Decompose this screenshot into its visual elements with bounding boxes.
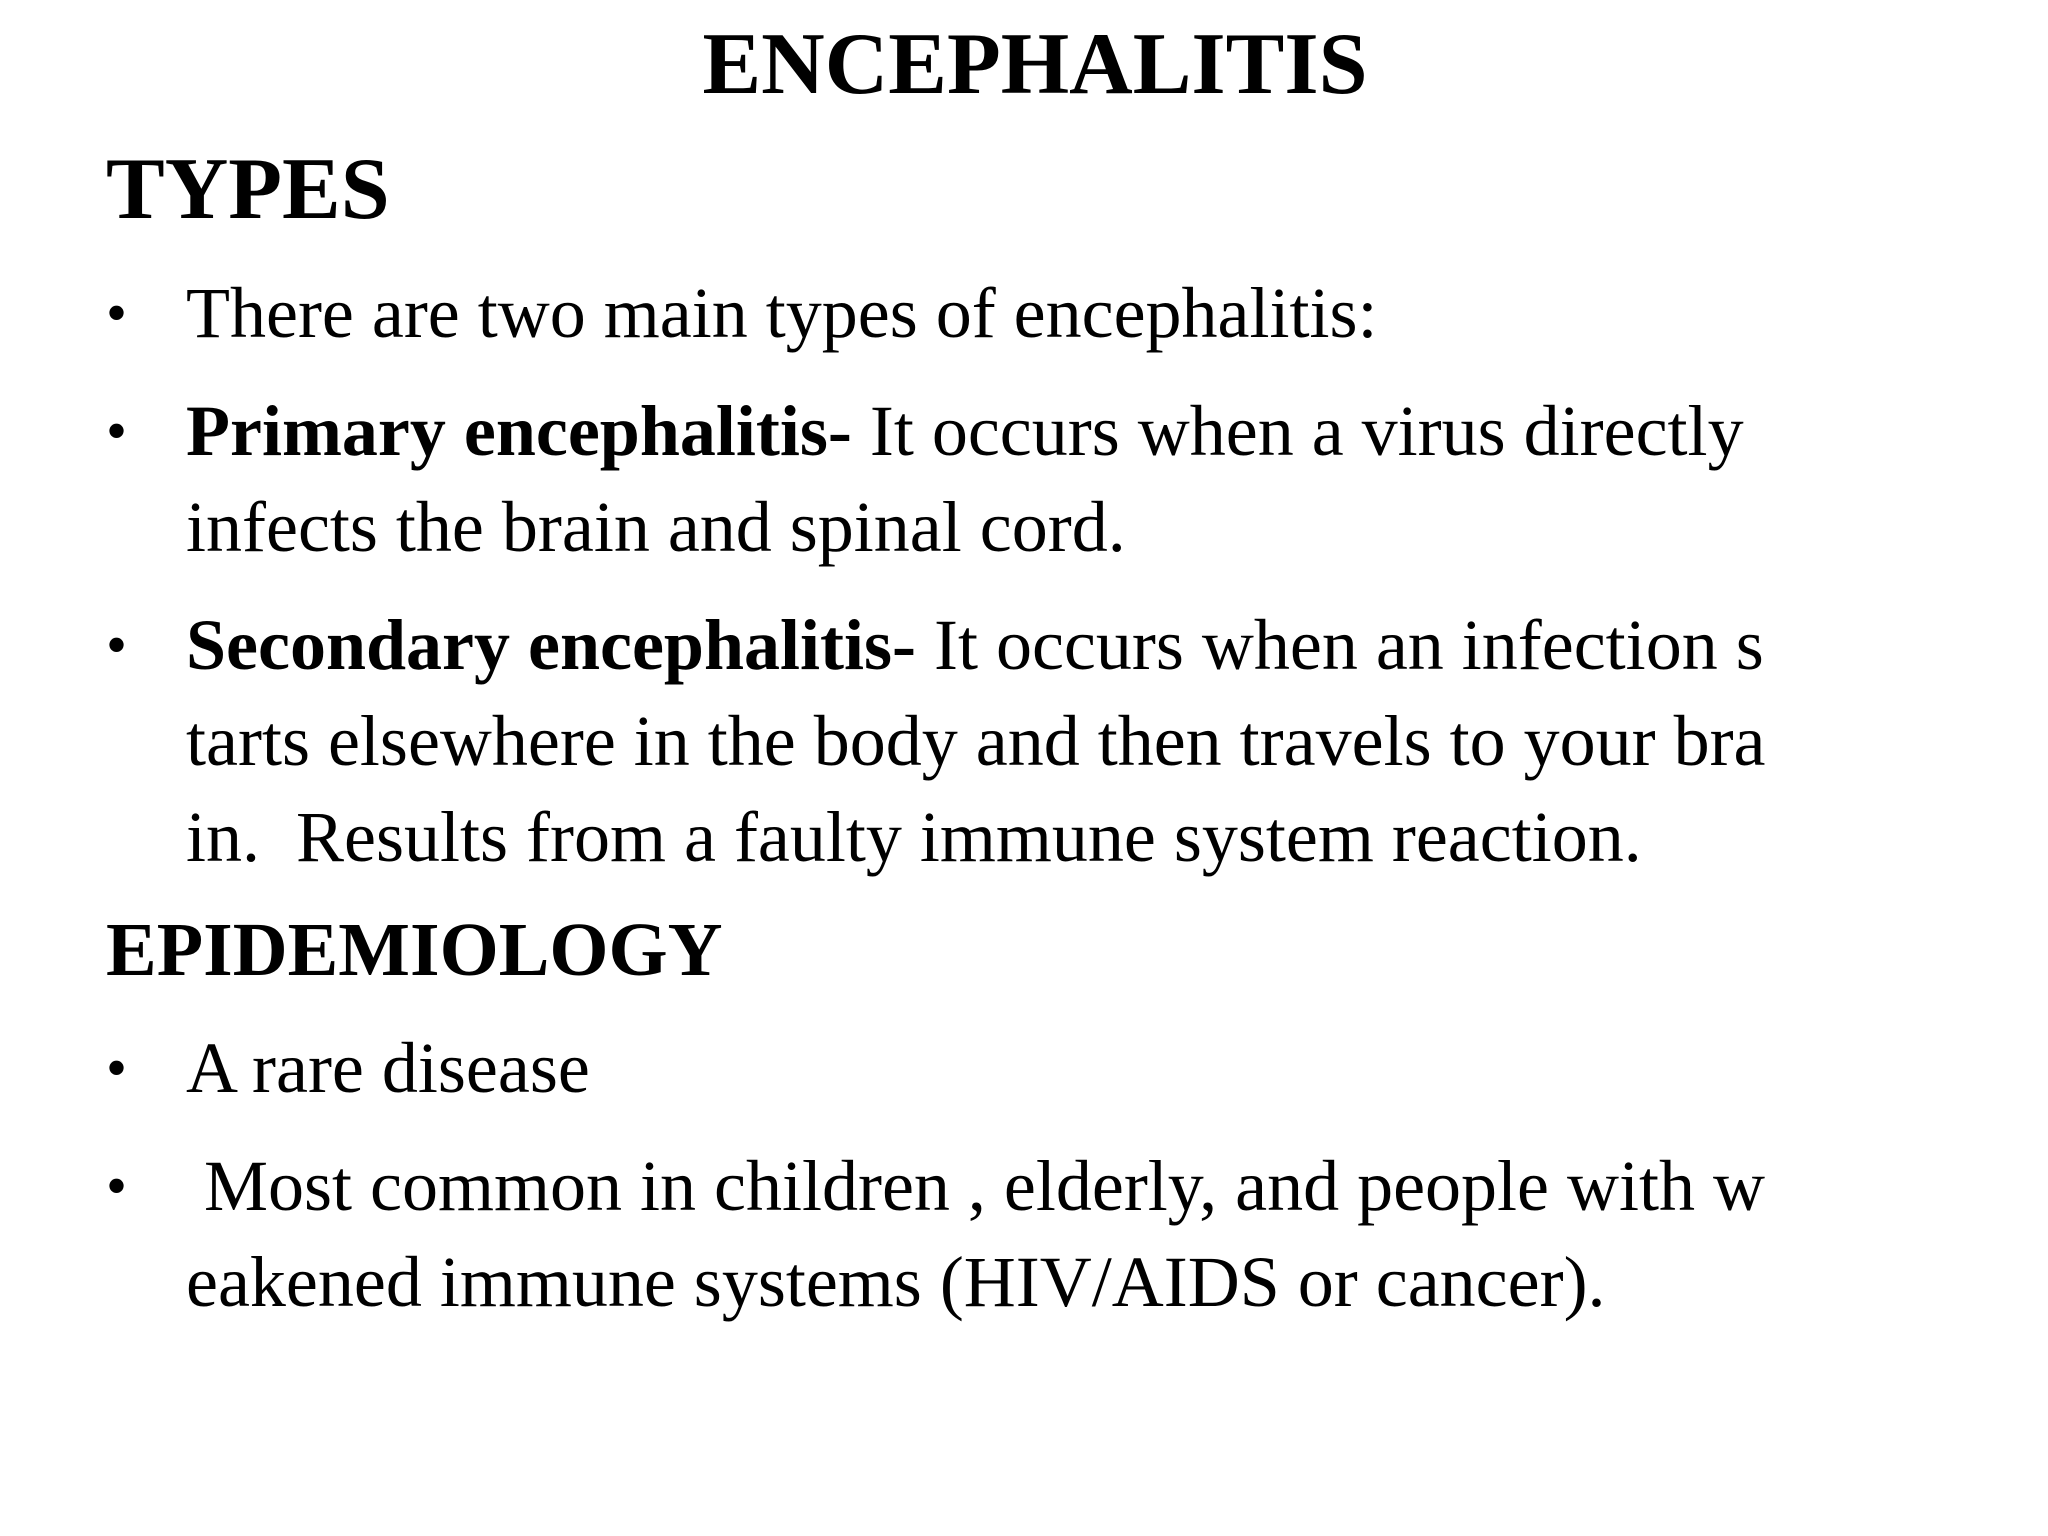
- bullet-icon: •: [106, 280, 128, 346]
- list-item: [106, 1020, 2006, 1116]
- list-item-text: eakened immune systems (HIV/AIDS or cancer).: [186, 1242, 1606, 1322]
- bullet-icon: •: [106, 398, 128, 464]
- slide-title: ENCEPHALITIS: [702, 16, 1368, 113]
- bullet-icon: •: [106, 1035, 128, 1101]
- epidemiology-bullet-list: [106, 1020, 2006, 1330]
- list-item-text: tarts elsewhere in the body and then travels to your bra: [186, 701, 1766, 781]
- bullet-icon: •: [106, 1153, 128, 1219]
- list-item-text: Most common in children , elderly, and people with w: [186, 1146, 1766, 1226]
- epidemiology-heading: EPIDEMIOLOGY: [106, 908, 723, 992]
- list-item-text: infects the brain and spinal cord.: [186, 487, 1126, 567]
- list-item-text: It occurs when a virus directly: [851, 391, 1744, 471]
- list-item: [106, 597, 2006, 885]
- types-bullet-list: [106, 265, 2006, 885]
- list-item-first-line: [186, 597, 2006, 693]
- types-heading: TYPES: [106, 141, 390, 238]
- list-item: [106, 1138, 2006, 1330]
- list-item: [106, 383, 2006, 575]
- list-item-lead: Secondary encephalitis-: [186, 605, 916, 685]
- list-item-text: It occurs when an infection s: [915, 605, 1764, 685]
- list-item-first-line: [186, 383, 2006, 479]
- list-item-text: There are two main types of encephalitis:: [186, 273, 1378, 353]
- list-item-lead: Primary encephalitis-: [186, 391, 852, 471]
- list-item-text: A rare disease: [186, 1028, 590, 1108]
- bullet-icon: •: [106, 612, 128, 678]
- list-item: [106, 265, 2006, 361]
- list-item-text: in. Results from a faulty immune system reaction.: [186, 797, 1642, 877]
